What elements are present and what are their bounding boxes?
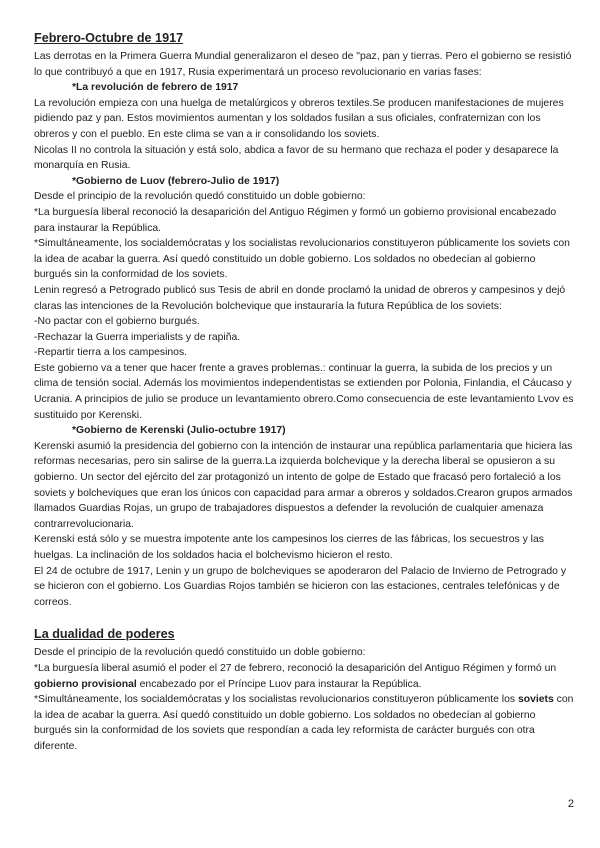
subheading-revolucion-febrero: *La revolución de febrero de 1917 — [72, 82, 239, 94]
intro-paragraph: Las derrotas en la Primera Guerra Mundial generalizaron el deseo de "paz, pan y tierras. Pero el gobierno se resistió lo que contribuyó a que en 1917, Rusia experimentará un proceso revolucionario en varias fases: — [34, 51, 572, 78]
section-title-febrero-octubre: Febrero-Octubre de 1917 — [34, 31, 184, 45]
subheading-gobierno-kerenski: *Gobierno de Kerenski (Julio-octubre 1917) — [72, 425, 286, 437]
paragraph: Desde el principio de la revolución quedó constituido un doble gobierno: — [34, 191, 366, 203]
section-title-dualidad-poderes: La dualidad de poderes — [34, 627, 175, 642]
paragraph: La revolución empieza con una huelga de metalúrgicos y obreros textiles.Se producen manifestaciones de mujeres pidiendo paz y pan. Estos movimientos aumentan y los soldados fusilan a sus oficiales, confraternizan con los obreros y con el pueblo. En este clima se van a ir consolidando los soviets. — [34, 97, 564, 140]
list-item: -Repartir tierra a los campesinos. — [34, 347, 188, 359]
paragraph: Desde el principio de la revolución quedó constituido un doble gobierno: — [34, 647, 366, 659]
paragraph: Este gobierno va a tener que hacer frente a graves problemas.: continuar la guerra, la subida de los precios y un clima de tensión social. Además los movimientos independentistas se extienden por Polonia, Finlandia, el Cáucaso y Ucrania. A principios de julio se produce un levantamiento obrero.Como consecuencia de este levantamiento Lvov es sustituido por Kerenski. — [34, 362, 574, 421]
paragraph: Nicolas II no controla la situación y está solo, abdica a favor de su hermano que rechaza el poder y desaparece la monarquía en Rusia. — [34, 144, 559, 172]
list-item: -Rechazar la Guerra imperialists y de rapiña. — [34, 331, 241, 343]
bold-term-soviets: soviets — [517, 694, 554, 706]
paragraph: *Simultáneamente, los socialdemócratas y los socialistas revolucionarios constituyeron públicamente los soviets con la idea de acabar la guerra. Así quedó constituido un doble gobierno. Los soldados no obedecían al gobierno burgués sin la conformidad de los soviets. — [34, 238, 570, 281]
paragraph: Lenin regresó a Petrogrado publicó sus Tesis de abril en donde proclamó la unidad de obreros y campesinos y dejó claras las intenciones de la Revolución bolchevique que instauraría la futura República de los soviets: — [34, 284, 566, 312]
paragraph: *Simultáneamente, los socialdemócratas y los socialistas revolucionarios constituyeron públicamente los soviets con la idea de acabar la guerra. Así quedó constituido un doble gobierno. Los soldados no obedecían al gobierno burgués sin la conformidad de los soviets que respondían a cada ley reformista de carácter burgués con otra diferente. — [34, 694, 574, 752]
paragraph: El 24 de octubre de 1917, Lenin y un grupo de bolcheviques se apoderaron del Palacio de Invierno de Petrogrado y se hicieron con el gobierno. Los Guardias Rojos también se hicieron con las estaciones, centrales telefónicas y de correos. — [34, 565, 567, 608]
document-page — [34, 30, 574, 755]
bold-term-gobierno-provisional: gobierno provisional — [34, 678, 137, 690]
paragraph: Kerenski está sólo y se muestra impotente ante los campesinos los cierres de las fábricas, los secuestros y las huelgas. La inclinación de los soldados hacia el bolchevismo hicieron el resto. — [34, 534, 544, 561]
paragraph: *La burguesía liberal asumió el poder el 27 de febrero, reconoció la desaparición del Antiguo Régimen y formó un gobierno provisional encabezado por el Príncipe Luov para instaurar la República. — [34, 662, 557, 690]
subheading-gobierno-luov: *Gobierno de Luov (febrero-Julio de 1917) — [72, 175, 280, 187]
paragraph: *La burguesía liberal reconoció la desaparición del Antiguo Régimen y formó un gobierno provisional encabezado para instaurar la República. — [34, 206, 557, 234]
page-number: 2 — [567, 798, 574, 810]
paragraph: Kerenski asumió la presidencia del gobierno con la intención de instaurar una república parlamentaria que hiciera las reformas necesarias, pero sin salirse de la guerra.La izquierda bolchevique y la derecha liberal se opusieron a su gobierno. Un sector del ejército del zar protagonizó un intento de golpe de Estado que fracasó pero fortaleció a los soviets y bolcheviques que eran los únicos con capacidad para armar a obreros y soldados.Crearon grupos armados llamados Guardias Rojas, un grupo de trabajadores dispuestos a defender la revolución de cualquier amenaza contrarrevolucionaria. — [34, 440, 573, 530]
list-item: -No pactar con el gobierno burgués. — [34, 316, 200, 328]
